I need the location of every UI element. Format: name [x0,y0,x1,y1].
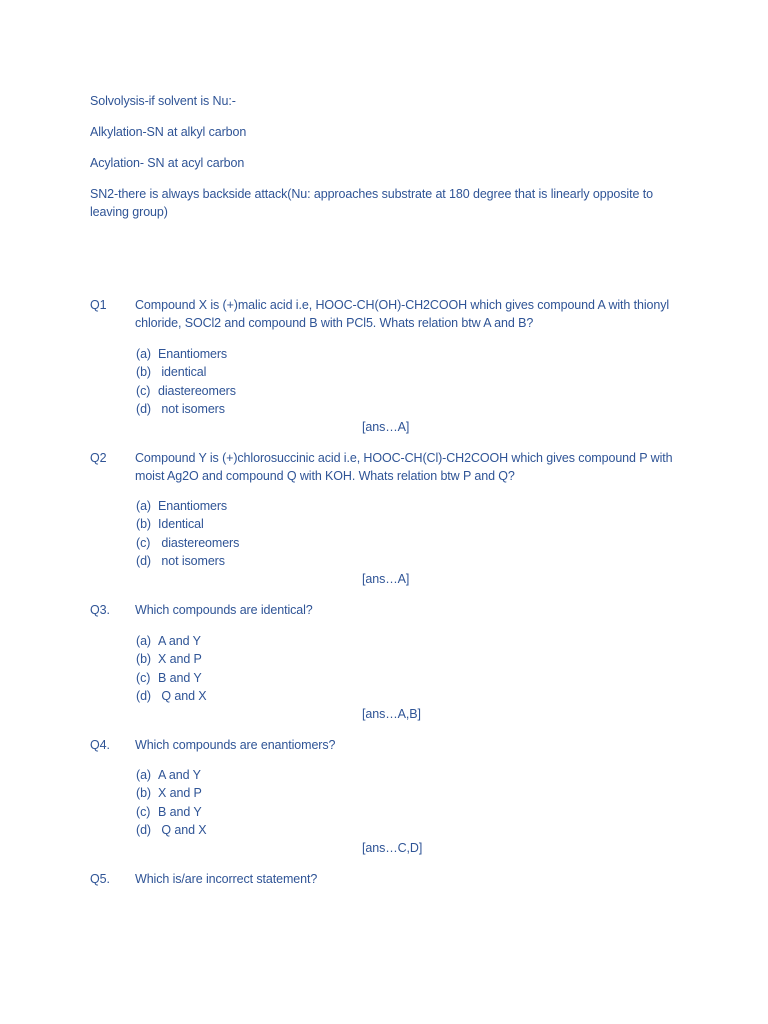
option-item [136,345,236,363]
question-number: Q1 [90,298,107,312]
option-letter: (a) [136,768,151,782]
option-text: A and Y [158,634,201,648]
question-text: Which compounds are identical? [135,603,313,617]
option-text: Identical [158,517,204,532]
option-list [136,345,236,418]
answer-key: [ans…C,D] [362,841,423,855]
question-text: Compound Y is (+)chlorosuccinic acid i.e, HOOC-CH(Cl)-CH2COOH which gives compound P with moist Ag2O and compound Q with KOH. Whats relation btw P and Q? [135,451,673,483]
option-letter: (c) [136,383,151,398]
option-item [136,363,236,381]
option-text: diastereomers [158,383,236,398]
option-letter: (d) [136,401,151,416]
option-text: X and P [158,786,202,801]
option-letter: (a) [136,499,151,513]
option-text: Q and X [158,822,207,837]
note-alkylation: Alkylation-SN at alkyl carbon [90,125,247,139]
question-number: Q5. [90,872,110,886]
option-letter: (a) [136,347,151,361]
option-letter: (d) [136,553,151,568]
option-letter: (b) [136,786,151,801]
note-acylation: Acylation- SN at acyl carbon [90,156,245,170]
option-text: Enantiomers [158,499,228,513]
option-text: B and Y [158,670,202,685]
option-item [136,515,239,533]
question-text: Which is/are incorrect statement? [135,872,318,886]
option-item [136,400,236,418]
option-item [136,497,239,515]
option-item [136,687,207,705]
option-letter: (b) [136,517,151,532]
option-text: identical [158,365,207,380]
question-text: Which compounds are enantiomers? [135,738,336,752]
option-item [136,534,239,552]
option-list [136,497,239,570]
option-list [136,632,207,705]
option-text: A and Y [158,768,201,782]
option-text: B and Y [158,804,202,819]
option-text: diastereomers [158,535,240,550]
option-letter: (d) [136,688,151,703]
option-letter: (c) [136,804,151,819]
option-text: X and P [158,652,202,667]
option-item [136,803,207,821]
option-letter: (b) [136,365,151,380]
option-item [136,650,207,668]
option-letter: (c) [136,670,151,685]
option-text: Enantiomers [158,347,228,361]
option-letter: (c) [136,535,151,550]
option-letter: (d) [136,822,151,837]
question-text: Compound X is (+)malic acid i.e, HOOC-CH(OH)-CH2COOH which gives compound A with thionyl chloride, SOCl2 and compound B with PCl5. Whats relation btw A and B? [135,298,670,330]
option-item [136,382,236,400]
question-number: Q4. [90,738,110,752]
option-text: not isomers [158,401,225,416]
option-item [136,784,207,802]
answer-key: [ans…A] [362,572,410,586]
option-text: not isomers [158,553,225,568]
option-item [136,766,207,784]
option-item [136,821,207,839]
option-list [136,766,207,839]
question-number: Q2 [90,451,107,465]
option-text: Q and X [158,688,207,703]
note-solvolysis: Solvolysis-if solvent is Nu:- [90,94,236,108]
question-number: Q3. [90,603,110,617]
answer-key: [ans…A] [362,420,410,434]
note-sn2: SN2-there is always backside attack(Nu: approaches substrate at 180 degree that is linearly opposite to leaving group) [90,187,653,219]
option-item [136,669,207,687]
option-item [136,552,239,570]
option-letter: (b) [136,652,151,667]
option-item [136,632,207,650]
answer-key: [ans…A,B] [362,707,421,721]
option-letter: (a) [136,634,151,648]
